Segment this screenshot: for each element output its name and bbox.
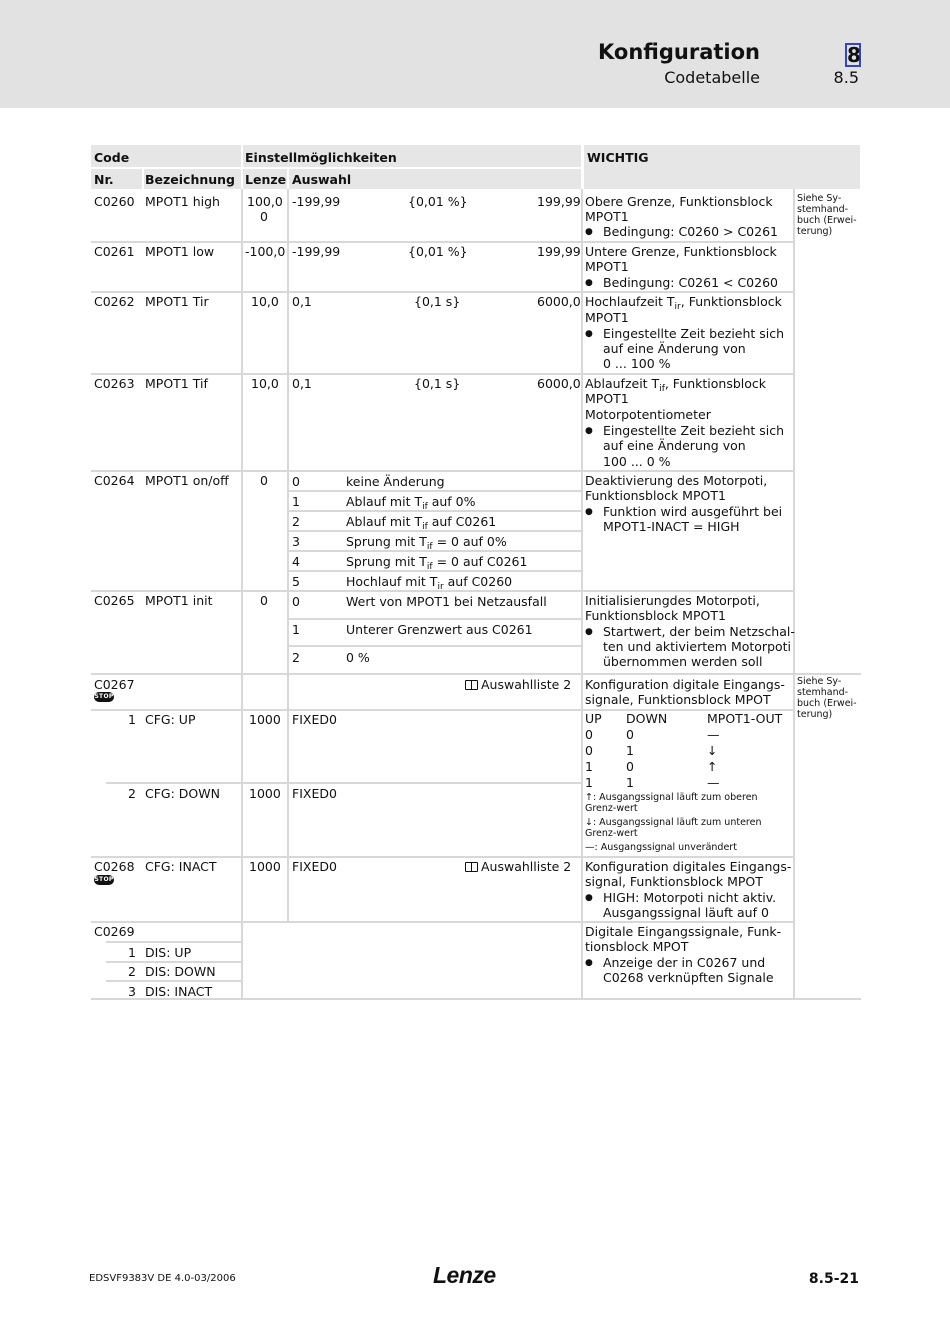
grid-line [91, 921, 795, 923]
sub-nr: 1 [128, 945, 136, 960]
legend-note: ↓: Ausgangssignal läuft zum unteren Grenz-wert [585, 817, 762, 839]
page-number: 8.5-21 [808, 1271, 859, 1287]
option-number: 5 [292, 574, 300, 589]
option-label [346, 514, 497, 532]
document-id: EDSVF9383V DE 4.0-03/2006 [89, 1273, 236, 1284]
col-lenze: Lenze [245, 172, 287, 187]
text: Auswahlliste 2 [481, 859, 572, 874]
important-cell: Initialisierungdes Motorpoti, [585, 593, 760, 608]
grid-line [91, 470, 795, 472]
name-cell: CFG: INACT [145, 859, 217, 874]
auswahlliste-ref [465, 677, 571, 692]
bullet-item: ● Eingestellte Zeit bezieht sich [603, 326, 784, 341]
subscript: ir [437, 582, 444, 592]
truth-cell: 0 [626, 759, 634, 774]
lenze-cell: 1000 [249, 712, 281, 727]
important-cell: Ausgangssignal läuft auf 0 [603, 905, 769, 920]
important-cell: MPOT1 [585, 391, 629, 406]
grid-line [241, 189, 243, 673]
truth-head: MPOT1-OUT [707, 711, 783, 726]
header-divider [287, 168, 289, 189]
text: auf 0% [427, 494, 476, 509]
grid-line [287, 189, 289, 673]
important-cell: Konfiguration digitale Eingangs- [585, 677, 785, 692]
sub-nr: 3 [128, 984, 136, 999]
important-cell: Funktionsblock MPOT1 [585, 608, 726, 623]
grid-line [288, 490, 581, 492]
name-cell: MPOT1 on/off [145, 473, 229, 488]
truth-cell: — [707, 727, 720, 742]
important-cell: 100 ... 0 % [603, 454, 671, 469]
subscript: if [659, 384, 665, 394]
col-bezeichnung: Bezeichnung [145, 172, 235, 187]
text: Ablauf mit T [346, 514, 423, 529]
important-cell: MPOT1 [585, 310, 629, 325]
bullet-item: ● Funktion wird ausgeführt bei [603, 504, 782, 519]
important-cell: 0 ... 100 % [603, 356, 671, 371]
important-cell: MPOT1 [585, 259, 629, 274]
col-nr: Nr. [94, 172, 114, 187]
option-label [346, 494, 476, 512]
important-cell: C0268 verknüpften Signale [603, 970, 774, 985]
grid-line [91, 856, 795, 858]
grid-line [288, 530, 581, 532]
truth-cell: ↓ [707, 743, 718, 758]
important-cell: tionsblock MPOT [585, 939, 689, 954]
important-cell: Konfiguration digitales Eingangs- [585, 859, 792, 874]
grid-line [581, 189, 583, 1000]
important-cell: signal, Funktionsblock MPOT [585, 874, 763, 889]
page-title: Konfiguration [598, 40, 760, 64]
code-cell: C0265 [94, 593, 135, 608]
truth-cell: 1 [626, 775, 634, 790]
lenze-cell: 0 [260, 593, 268, 608]
step-cell: {0,1 s} [414, 294, 461, 309]
legend-note: —: Ausgangssignal unverändert [585, 842, 737, 853]
option-number: 0 [292, 594, 300, 609]
max-cell: 199,99 [537, 244, 581, 259]
grid-line [106, 961, 242, 963]
step-cell: {0,01 %} [408, 244, 468, 259]
important-cell: MPOT1-INACT = HIGH [603, 519, 740, 534]
text: Auswahlliste 2 [481, 677, 572, 692]
chapter-number: 8 [847, 43, 861, 67]
option-label: Unterer Grenzwert aus C0261 [346, 622, 533, 637]
sub-nr: 2 [128, 786, 136, 801]
name-cell: MPOT1 init [145, 593, 213, 608]
important-cell: Funktionsblock MPOT1 [585, 488, 726, 503]
name-cell: CFG: UP [145, 712, 196, 727]
min-cell: -199,99 [292, 244, 341, 259]
lenze-cell: 10,0 [251, 294, 279, 309]
truth-cell: ↑ [707, 759, 718, 774]
subscript: ir [674, 302, 681, 312]
bullet-item: ● Anzeige der in C0267 und [603, 955, 765, 970]
text: Hochlauf mit T [346, 574, 438, 589]
grid-line [288, 510, 581, 512]
grid-line [288, 570, 581, 572]
col-wichtig: WICHTIG [587, 150, 649, 165]
stop-icon: STOP [94, 693, 114, 700]
header-divider [91, 167, 581, 169]
name-cell: DIS: INACT [145, 984, 213, 999]
code-cell: C0261 [94, 244, 135, 259]
option-label [346, 554, 528, 572]
code-cell: C0264 [94, 473, 135, 488]
grid-line [91, 241, 795, 243]
option-number: 1 [292, 494, 300, 509]
step-cell: {0,01 %} [408, 194, 468, 209]
option-number: 1 [292, 622, 300, 637]
side-note: Siehe Sy-stemhand-buch (Erwei-terung) [797, 676, 857, 720]
text: Hochlaufzeit T [585, 294, 675, 309]
grid-line [91, 673, 861, 675]
option-label [346, 574, 513, 592]
lenze-cell: 1000 [249, 859, 281, 874]
bullet-item: ● Startwert, der beim Netzschal- [603, 624, 795, 639]
book-icon [465, 680, 478, 690]
text: , Funktionsblock [664, 376, 767, 391]
subscript: if [422, 522, 428, 532]
important-cell: Digitale Eingangssignale, Funk- [585, 924, 782, 939]
lenze-cell: 10,0 [251, 376, 279, 391]
important-cell: Motorpotentiometer [585, 407, 711, 422]
grid-line [288, 618, 581, 620]
grid-line [288, 645, 581, 647]
grid-line [106, 782, 581, 784]
important-cell: auf eine Änderung von [603, 341, 746, 356]
important-cell: auf eine Änderung von [603, 438, 746, 453]
important-cell: signale, Funktionsblock MPOT [585, 692, 771, 707]
col-code: Code [94, 150, 130, 165]
lenze-cell: -100,0 [245, 244, 286, 259]
name-cell: CFG: DOWN [145, 786, 220, 801]
step-cell: {0,1 s} [414, 376, 461, 391]
bullet-item: ● HIGH: Motorpoti nicht aktiv. [603, 890, 776, 905]
text: = 0 auf C0261 [432, 554, 528, 569]
text: auf C0261 [427, 514, 497, 529]
selection-cell: FIXED0 [292, 712, 337, 727]
option-label [346, 534, 507, 552]
text: Ablaufzeit T [585, 376, 660, 391]
truth-cell: 1 [626, 743, 634, 758]
name-cell: MPOT1 low [145, 244, 215, 259]
important-cell: Obere Grenze, Funktionsblock [585, 194, 773, 209]
header-divider [142, 168, 144, 189]
grid-line [288, 550, 581, 552]
text: = 0 auf 0% [432, 534, 507, 549]
lenze-cell: 1000 [249, 786, 281, 801]
important-cell: MPOT1 [585, 209, 629, 224]
grid-line [91, 291, 795, 293]
important-cell [585, 376, 767, 394]
col-einstell: Einstellmöglichkeiten [245, 150, 397, 165]
max-cell: 199,99 [537, 194, 581, 209]
text: Ablauf mit T [346, 494, 423, 509]
truth-cell: 0 [585, 743, 593, 758]
subscript: if [426, 542, 433, 552]
option-number: 4 [292, 554, 300, 569]
max-cell: 6000,0 [537, 376, 581, 391]
side-note: Siehe Sy-stemhand-buch (Erwei-terung) [797, 193, 857, 237]
option-label: keine Änderung [346, 474, 445, 489]
min-cell: 0,1 [292, 376, 312, 391]
option-label: 0 % [346, 650, 370, 665]
grid-line [106, 941, 242, 943]
sub-nr: 2 [128, 964, 136, 979]
page-header [0, 0, 950, 108]
subscript: if [426, 562, 433, 572]
important-cell: ten und aktiviertem Motorpoti [603, 639, 792, 654]
name-cell: MPOT1 Tir [145, 294, 209, 309]
code-cell: C0268 [94, 859, 135, 874]
selection-cell: FIXED0 [292, 859, 337, 874]
section-number: 8.5 [833, 68, 859, 87]
option-number: 0 [292, 474, 300, 489]
code-cell: C0263 [94, 376, 135, 391]
option-number: 2 [292, 650, 300, 665]
name-cell: MPOT1 Tif [145, 376, 208, 391]
code-cell: C0269 [94, 924, 135, 939]
text: auf C0260 [443, 574, 513, 589]
col-auswahl: Auswahl [292, 172, 352, 187]
lenze-cell: 0 [260, 473, 268, 488]
important-cell: übernommen werden soll [603, 654, 763, 669]
max-cell: 6000,0 [537, 294, 581, 309]
truth-cell: 1 [585, 775, 593, 790]
min-cell: 0,1 [292, 294, 312, 309]
truth-cell: — [707, 775, 720, 790]
min-cell: -199,99 [292, 194, 341, 209]
grid-line [241, 673, 243, 1000]
name-cell: DIS: UP [145, 945, 192, 960]
code-cell: C0260 [94, 194, 135, 209]
grid-line [106, 980, 242, 982]
option-label: Wert von MPOT1 bei Netzausfall [346, 594, 547, 609]
truth-head: UP [585, 711, 602, 726]
important-cell: Deaktivierung des Motorpoti, [585, 473, 768, 488]
lenze-logo: Lenze [433, 1262, 496, 1288]
lenze-cell: 0 [260, 209, 268, 224]
name-cell: MPOT1 high [145, 194, 220, 209]
header-divider [241, 145, 243, 189]
text: Sprung mit T [346, 534, 427, 549]
text: , Funktionsblock [680, 294, 782, 309]
bullet-item: ● Bedingung: C0260 > C0261 [603, 224, 778, 239]
selection-cell: FIXED0 [292, 786, 337, 801]
important-cell [585, 294, 782, 312]
name-cell: DIS: DOWN [145, 964, 216, 979]
bullet-item: ● Eingestellte Zeit bezieht sich [603, 423, 784, 438]
code-cell: C0267 [94, 677, 135, 692]
truth-cell: 1 [585, 759, 593, 774]
book-icon [465, 862, 478, 872]
legend-note: ↑: Ausgangssignal läuft zum oberen Grenz-wert [585, 792, 758, 814]
code-cell: C0262 [94, 294, 135, 309]
important-cell: Untere Grenze, Funktionsblock [585, 244, 777, 259]
text: Sprung mit T [346, 554, 427, 569]
bullet-item: ● Bedingung: C0261 < C0260 [603, 275, 778, 290]
lenze-cell: 100,0 [247, 194, 283, 209]
grid-line [91, 709, 795, 711]
truth-cell: 0 [585, 727, 593, 742]
stop-icon: STOP [94, 876, 114, 883]
subscript: if [422, 502, 428, 512]
grid-line [91, 373, 795, 375]
truth-head: DOWN [626, 711, 668, 726]
page-subtitle: Codetabelle [664, 68, 760, 87]
grid-line [793, 189, 795, 1000]
sub-nr: 1 [128, 712, 136, 727]
option-number: 2 [292, 514, 300, 529]
truth-cell: 0 [626, 727, 634, 742]
auswahlliste-ref [465, 859, 571, 874]
option-number: 3 [292, 534, 300, 549]
